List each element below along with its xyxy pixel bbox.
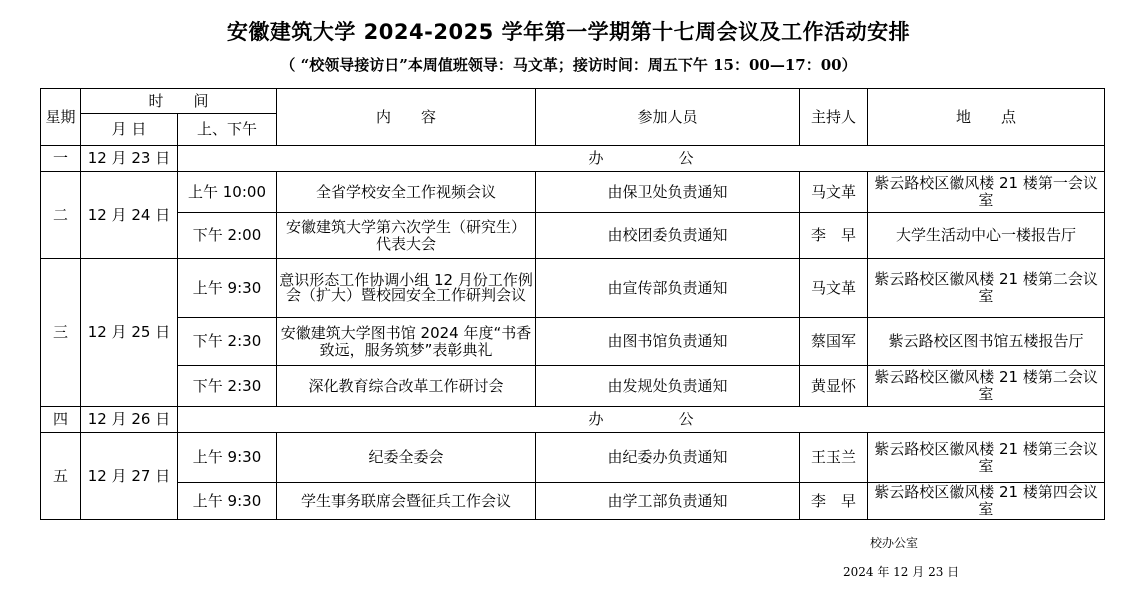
table-row (41, 259, 1105, 318)
weekday-cell: 三 (41, 259, 81, 407)
signature-date: 2024 年 12 月 23 日 (843, 565, 960, 579)
location-cell: 紫云路校区图书馆五楼报告厅 (868, 318, 1105, 366)
host-cell: 马文革 (800, 259, 868, 318)
content-cell: 安徽建筑大学图书馆 2024 年度“书香致远，服务筑梦”表彰典礼 (277, 318, 536, 366)
header-date: 月 日 (81, 114, 178, 146)
header-location: 地 点 (868, 89, 1105, 146)
date-cell: 12 月 26 日 (81, 407, 178, 433)
time-cell: 下午 2:30 (178, 318, 277, 366)
participants-cell: 由图书馆负责通知 (536, 318, 800, 366)
table-row (41, 213, 1105, 259)
host-cell: 李 早 (800, 213, 868, 259)
header-host: 主持人 (800, 89, 868, 146)
weekday-cell: 二 (41, 172, 81, 259)
header-weekday: 星期 (41, 89, 81, 146)
host-cell: 黄显怀 (800, 366, 868, 407)
table-row (41, 172, 1105, 213)
location-cell: 紫云路校区徽风楼 21 楼第三会议室 (868, 433, 1105, 483)
header-ampm: 上、下午 (178, 114, 277, 146)
header-participants: 参加人员 (536, 89, 800, 146)
date-cell: 12 月 27 日 (81, 433, 178, 520)
date-cell: 12 月 25 日 (81, 259, 178, 407)
participants-cell: 由宣传部负责通知 (536, 259, 800, 318)
content-cell: 纪委全委会 (277, 433, 536, 483)
table-row (41, 366, 1105, 407)
date-cell: 12 月 24 日 (81, 172, 178, 259)
time-cell: 上午 9:30 (178, 259, 277, 318)
header-time: 时 间 (81, 89, 277, 114)
location-cell: 紫云路校区徽风楼 21 楼第二会议室 (868, 366, 1105, 407)
content-cell: 全省学校安全工作视频会议 (277, 172, 536, 213)
participants-cell: 由校团委负责通知 (536, 213, 800, 259)
content-cell: 意识形态工作协调小组 12 月份工作例会（扩大）暨校园安全工作研判会议 (277, 259, 536, 318)
time-cell: 下午 2:30 (178, 366, 277, 407)
content-cell: 深化教育综合改革工作研讨会 (277, 366, 536, 407)
table-row (41, 146, 1105, 172)
location-cell: 紫云路校区徽风楼 21 楼第四会议室 (868, 483, 1105, 520)
time-cell: 上午 10:00 (178, 172, 277, 213)
schedule-table (40, 88, 1105, 520)
signature-department: 校办公室 (870, 536, 919, 550)
table-row (41, 483, 1105, 520)
time-cell: 上午 9:30 (178, 483, 277, 520)
date-cell: 12 月 23 日 (81, 146, 178, 172)
participants-cell: 由保卫处负责通知 (536, 172, 800, 213)
weekday-cell: 四 (41, 407, 81, 433)
document-title: 安徽建筑大学 2024-2025 学年第一学期第十七周会议及工作活动安排 (226, 20, 911, 44)
office-cell: 办 公 (178, 146, 1105, 172)
host-cell: 李 早 (800, 483, 868, 520)
table-row (41, 407, 1105, 433)
table-row (41, 433, 1105, 483)
host-cell: 王玉兰 (800, 433, 868, 483)
time-cell: 上午 9:30 (178, 433, 277, 483)
location-cell: 大学生活动中心一楼报告厅 (868, 213, 1105, 259)
host-cell: 马文革 (800, 172, 868, 213)
participants-cell: 由学工部负责通知 (536, 483, 800, 520)
host-cell: 蔡国军 (800, 318, 868, 366)
weekday-cell: 一 (41, 146, 81, 172)
document-subtitle: （ “校领导接访日”本周值班领导：马文革；接访时间：周五下午 15：00—17：00） (280, 56, 857, 74)
content-cell: 安徽建筑大学第六次学生（研究生）代表大会 (277, 213, 536, 259)
participants-cell: 由发规处负责通知 (536, 366, 800, 407)
participants-cell: 由纪委办负责通知 (536, 433, 800, 483)
header-content: 内 容 (277, 89, 536, 146)
office-cell: 办 公 (178, 407, 1105, 433)
content-cell: 学生事务联席会暨征兵工作会议 (277, 483, 536, 520)
location-cell: 紫云路校区徽风楼 21 楼第一会议室 (868, 172, 1105, 213)
location-cell: 紫云路校区徽风楼 21 楼第二会议室 (868, 259, 1105, 318)
time-cell: 下午 2:00 (178, 213, 277, 259)
weekday-cell: 五 (41, 433, 81, 520)
header-row (41, 89, 1105, 114)
table-row (41, 318, 1105, 366)
